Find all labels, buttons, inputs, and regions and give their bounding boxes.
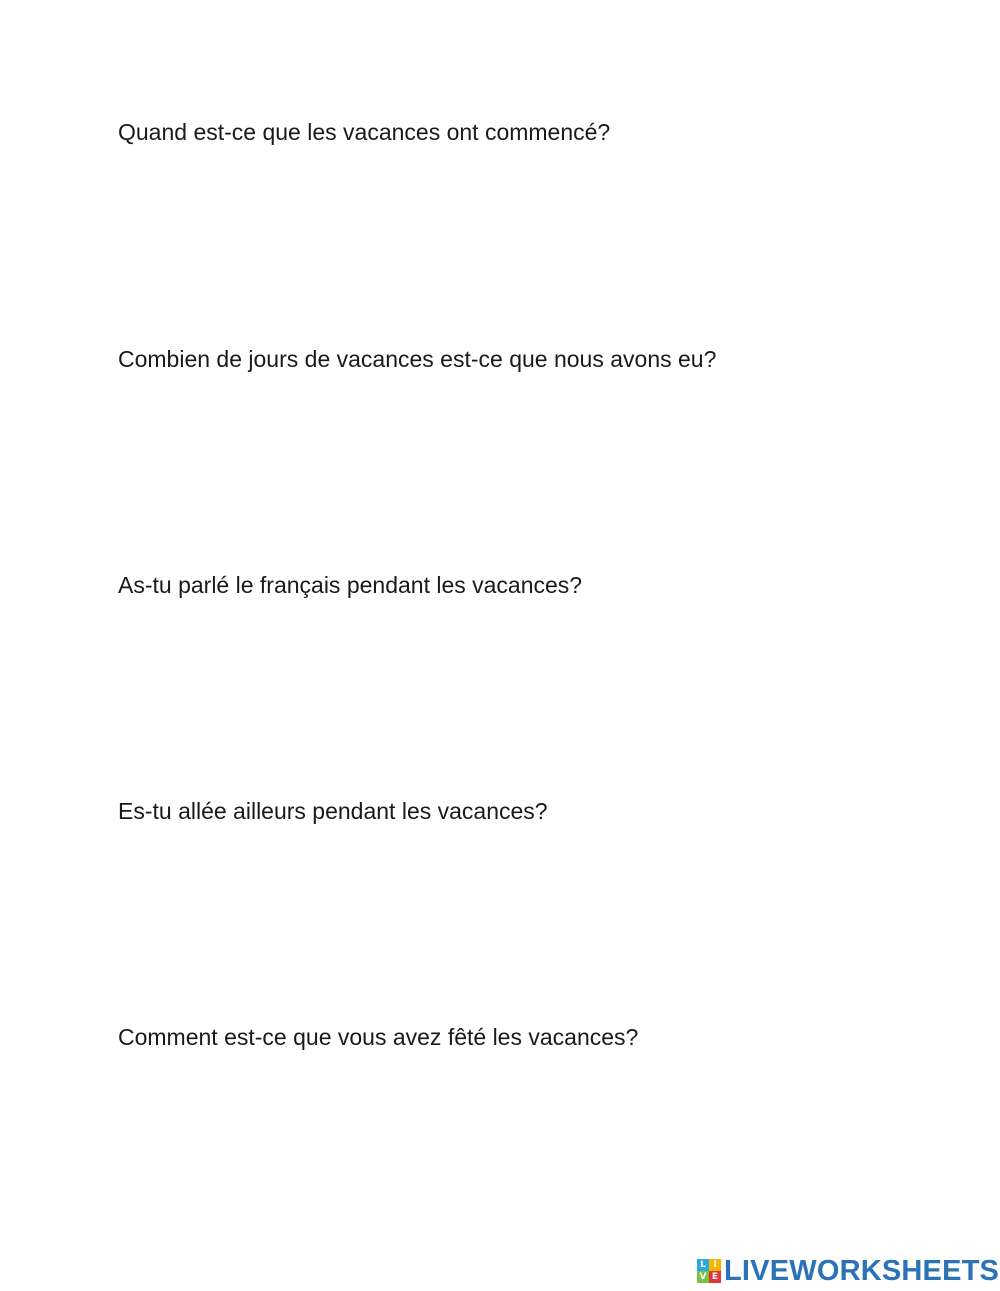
logo-letter-l: L	[697, 1259, 709, 1271]
logo-letter-v: V	[697, 1271, 709, 1283]
question-5: Comment est-ce que vous avez fêté les vacances?	[118, 1024, 639, 1050]
logo-letter-i: I	[709, 1259, 721, 1271]
question-1: Quand est-ce que les vacances ont commencé?	[118, 119, 611, 145]
question-2: Combien de jours de vacances est-ce que nous avons eu?	[118, 346, 717, 372]
liveworksheets-brand	[697, 1256, 999, 1286]
logo-letter-e: E	[709, 1271, 721, 1283]
question-4: Es-tu allée ailleurs pendant les vacances?	[118, 798, 548, 824]
brand-name: LIVEWORKSHEETS	[724, 1255, 1000, 1287]
live-logo-icon	[697, 1259, 721, 1283]
question-3: As-tu parlé le français pendant les vacances?	[118, 572, 583, 598]
